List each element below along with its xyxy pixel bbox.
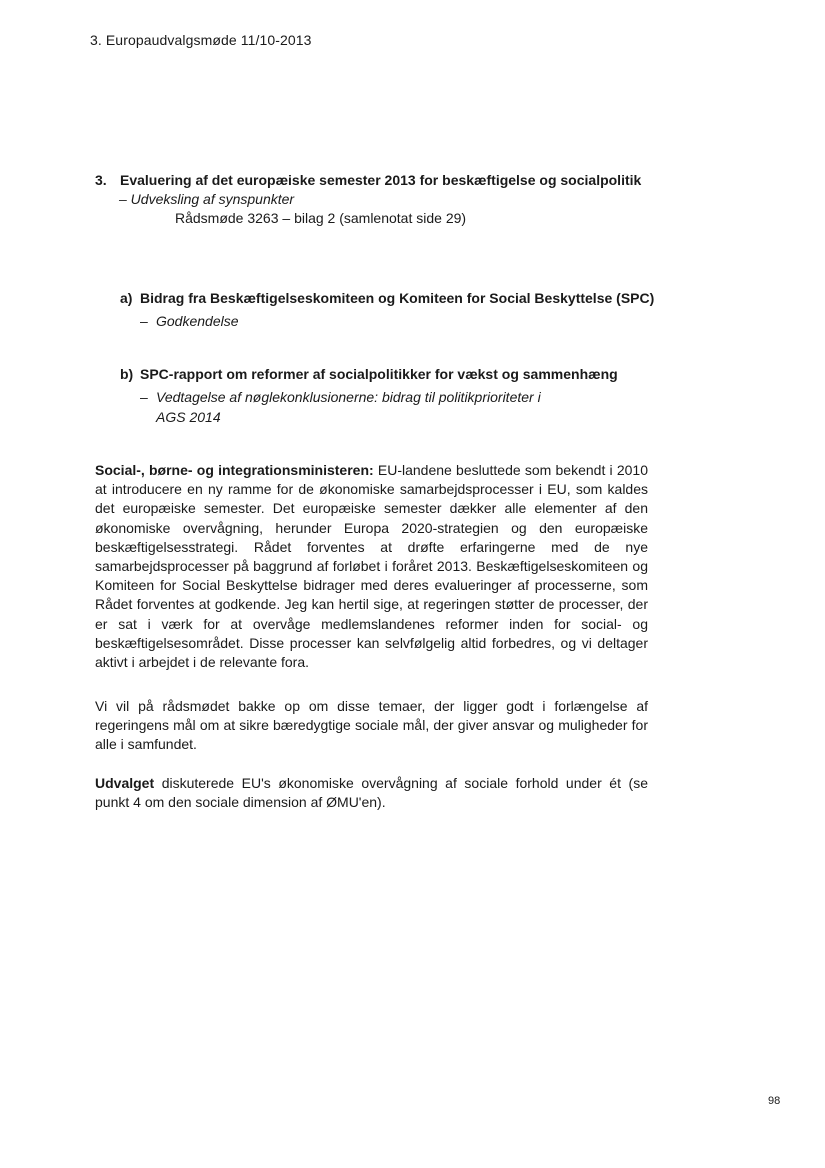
subitem-title-row: [120, 364, 680, 384]
paragraph-speaker: Social-, børne- og integrationsministeren:: [95, 462, 374, 478]
agenda-item-reference: Rådsmøde 3263 – bilag 2 (samlenotat side 29): [175, 210, 467, 226]
dash: –: [140, 313, 148, 329]
subitem-b: [120, 364, 680, 427]
dash: –: [140, 389, 148, 405]
subitem-action: [140, 311, 680, 331]
agenda-item-title: Evaluering af det europæiske semester 2013 for beskæftigelse og socialpolitik: [120, 172, 642, 188]
agenda-item-subtitle: – Udveksling af synspunkter: [119, 191, 295, 207]
agenda-item-number: 3.: [95, 172, 107, 188]
subitem-action-text: Godkendelse: [156, 313, 239, 329]
page-header: 3. Europaudvalgsmøde 11/10-2013: [90, 32, 312, 48]
subitem-title-row: [120, 288, 680, 308]
paragraph-position: [95, 697, 648, 755]
subitem-title: SPC-rapport om reformer af socialpolitikker for vækst og sammenhæng: [140, 366, 618, 382]
paragraph-text: EU-landene besluttede som bekendt i 2010 at introducere en ny ramme for de økonomiske samarbejdsprocesser i EU, som kaldes det europæiske semester. Det europæiske semester dækker alle elementer af den økonomiske overvågning, herunder Europa 2020-strategien og den europæiske beskæftigelsesstrategi. Rådet forventes at drøfte erfaringerne med de nye samarbejdsprocesser på baggrund af forløbet i foråret 2013. Beskæftigelseskomiteen og Komiteen for Social Beskyttelse bidrager med deres evalueringer af processerne, som Rådet forventes at godkende. Jeg kan hertil sige, at regeringen støtter de processer, der er sat i værk for at overvåge medlemslandenes reformer inden for social- og beskæftigelsesområdet. Disse processer kan selvfølgelig altid forbedres, og vi deltager aktivt i arbejdet i de relevante fora.: [95, 462, 649, 671]
paragraph-text: diskuterede EU's økonomiske overvågning af sociale forhold under ét (se punkt 4 om den sociale dimension af ØMU'en).: [95, 775, 648, 811]
paragraph-committee: [95, 774, 648, 812]
subitem-action-text: Vedtagelse af nøglekonklusionerne: bidrag til politikprioriteter i AGS 2014: [156, 389, 541, 425]
subitem-a: [120, 288, 680, 331]
subitem-action: [140, 387, 570, 427]
page-number: 98: [768, 1095, 781, 1107]
subitem-letter: a): [120, 290, 133, 306]
paragraph-text: Vi vil på rådsmødet bakke op om disse temaer, der ligger godt i forlængelse af regeringens mål om at sikre bæredygtige sociale mål, der giver ansvar og muligheder for alle i samfundet.: [95, 698, 648, 753]
agenda-item: [95, 172, 735, 226]
subitem-letter: b): [120, 366, 134, 382]
paragraph-minister: [95, 461, 648, 672]
paragraph-speaker: Udvalget: [95, 775, 155, 791]
agenda-item-title-row: [95, 172, 735, 188]
subitem-title: Bidrag fra Beskæftigelseskomiteen og Komiteen for Social Beskyttelse (SPC): [140, 290, 655, 306]
